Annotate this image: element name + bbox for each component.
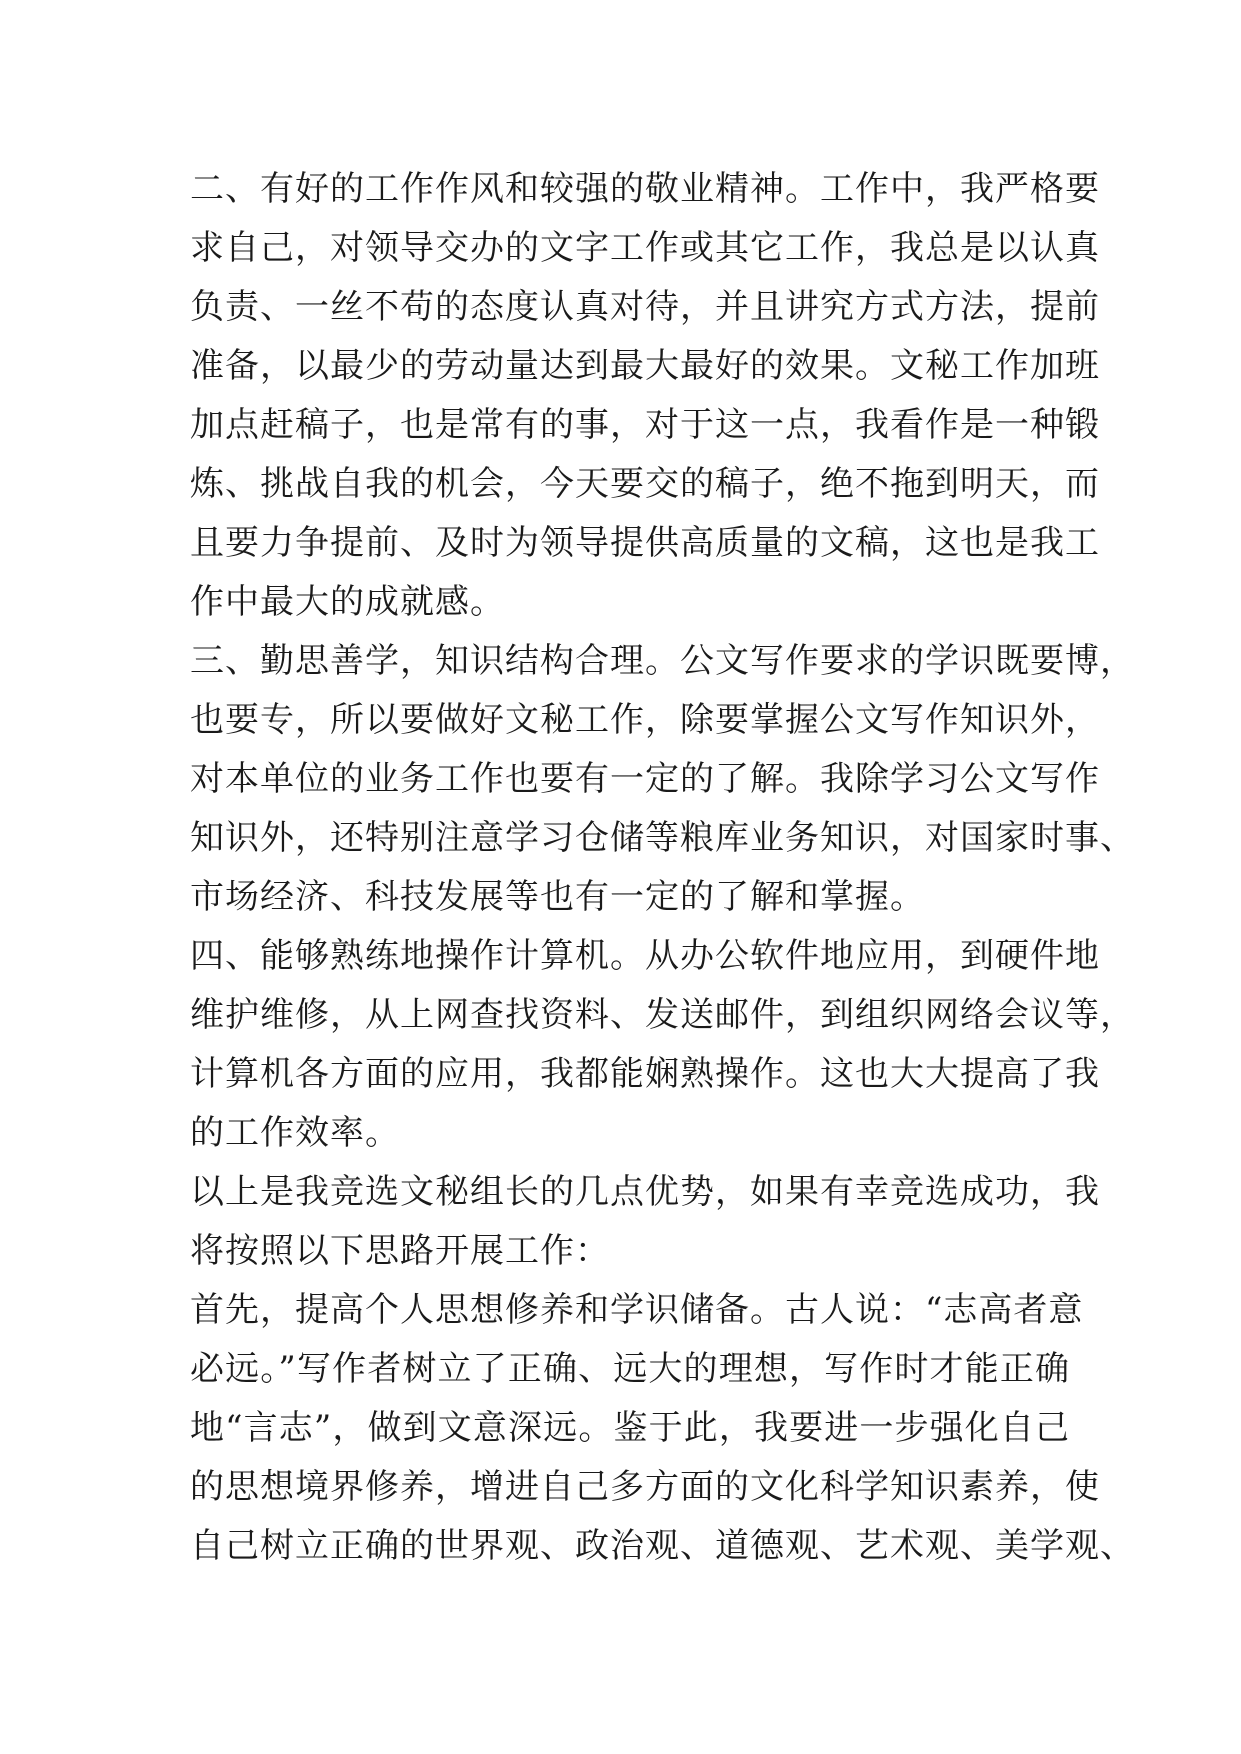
document-body (190, 160, 1135, 1576)
text-line: 求自己，对领导交办的文字工作或其它工作，我总是以认真 (190, 228, 1100, 268)
text-line: 作中最大的成就感。 (190, 582, 505, 622)
text-line: 且要力争提前、及时为领导提供高质量的文稿，这也是我工 (190, 523, 1100, 563)
text-line: 维护维修，从上网查找资料、发送邮件，到组织网络会议等， (190, 995, 1135, 1035)
text-line: 市场经济、科技发展等也有一定的了解和掌握。 (190, 877, 925, 917)
text-line: 四、能够熟练地操作计算机。从办公软件地应用，到硬件地 (190, 936, 1100, 976)
text-line: 的思想境界修养，增进自己多方面的文化科学知识素养，使 (190, 1467, 1100, 1507)
text-line: 对本单位的业务工作也要有一定的了解。我除学习公文写作 (190, 759, 1100, 799)
text-line: 首先，提高个人思想修养和学识储备。古人说：“志高者意 (190, 1290, 1084, 1330)
text-line: 以上是我竞选文秘组长的几点优势，如果有幸竞选成功，我 (190, 1172, 1100, 1212)
text-line: 知识外，还特别注意学习仓储等粮库业务知识，对国家时事、 (190, 818, 1135, 858)
text-line: 负责、一丝不苟的态度认真对待，并且讲究方式方法，提前 (190, 287, 1100, 327)
text-line: 的工作效率。 (190, 1113, 400, 1153)
text-line: 加点赶稿子，也是常有的事，对于这一点，我看作是一种锻 (190, 405, 1100, 445)
text-line: 也要专，所以要做好文秘工作，除要掌握公文写作知识外， (190, 700, 1100, 740)
text-line: 三、勤思善学，知识结构合理。公文写作要求的学识既要博， (190, 641, 1135, 681)
text-line: 计算机各方面的应用，我都能娴熟操作。这也大大提高了我 (190, 1054, 1100, 1094)
text-line: 自己树立正确的世界观、政治观、道德观、艺术观、美学观、 (190, 1526, 1135, 1566)
text-line: 炼、挑战自我的机会，今天要交的稿子，绝不拖到明天，而 (190, 464, 1100, 504)
text-line: 将按照以下思路开展工作： (190, 1231, 610, 1271)
text-line: 二、有好的工作作风和较强的敬业精神。工作中，我严格要 (190, 169, 1100, 209)
text-line: 必远。”写作者树立了正确、远大的理想，写作时才能正确 (190, 1349, 1070, 1389)
text-line: 准备，以最少的劳动量达到最大最好的效果。文秘工作加班 (190, 346, 1100, 386)
text-line: 地“言志”，做到文意深远。鉴于此，我要进一步强化自己 (190, 1408, 1070, 1448)
